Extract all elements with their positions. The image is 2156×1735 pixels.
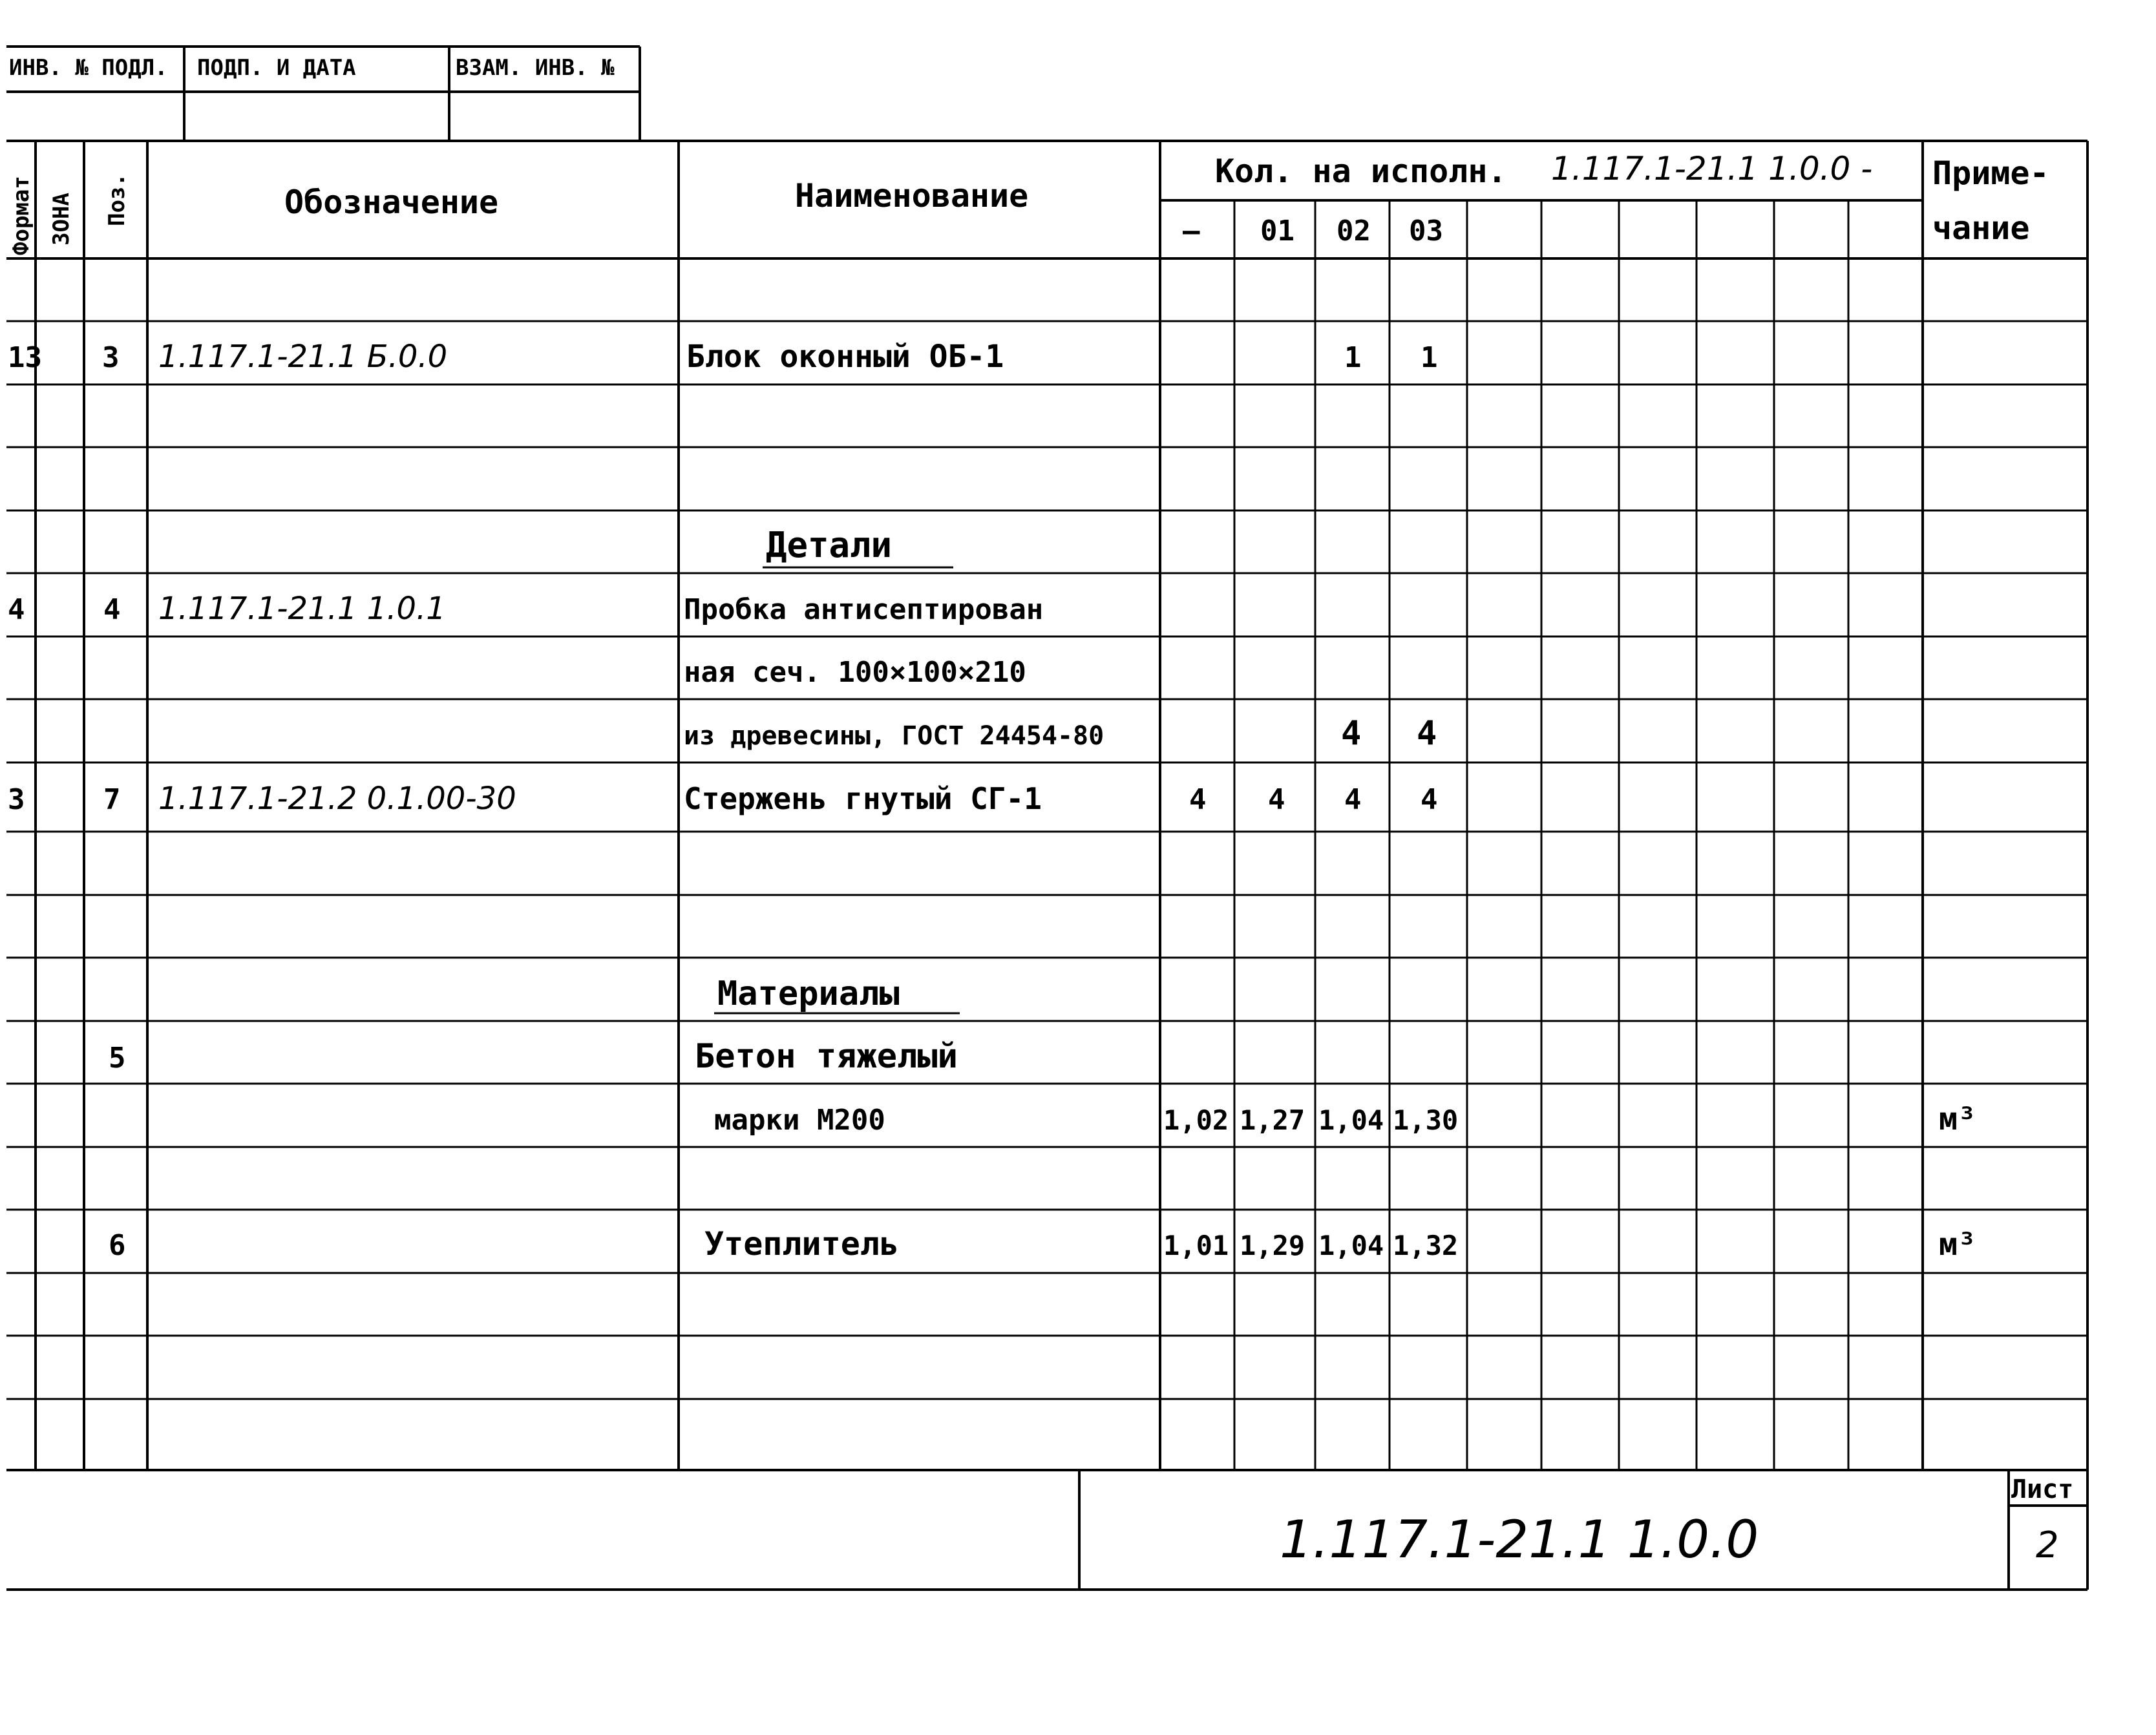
cell-qty-03: 1,32 (1393, 1230, 1459, 1261)
table-row (8, 339, 1438, 375)
stamp-sign-label: ПОДП. И ДАТА (197, 55, 356, 81)
cell-qty-01: 1,29 (1240, 1230, 1305, 1261)
cell-qty-02: 4 (1341, 714, 1362, 753)
cell-name: Бетон тяжелый (695, 1037, 958, 1076)
cell-qty-0: 4 (1189, 783, 1207, 816)
sheet-label: Лист (2011, 1475, 2074, 1504)
table-header (8, 150, 2049, 255)
table-row (8, 591, 1437, 753)
cell-pos: 4 (103, 593, 121, 626)
cell-pos: 3 (102, 341, 120, 374)
cell-format: 3 (8, 783, 25, 816)
cell-qty-02: 1 (1344, 341, 1362, 374)
cell-qty-03: 1,30 (1393, 1104, 1459, 1136)
header-variant: 03 (1409, 215, 1443, 247)
cell-format: 13 (8, 341, 42, 374)
cell-qty-03: 1 (1421, 341, 1438, 374)
cell-designation: 1.117.1-21.1 Б.0.0 (158, 339, 448, 375)
cell-name: Пробка антисептирован (684, 593, 1044, 626)
cell-name: марки М200 (714, 1104, 885, 1137)
cell-name: из древесины, ГОСТ 24454-80 (684, 721, 1104, 751)
cell-qty-02: 4 (1344, 783, 1362, 816)
stamp-swap-label: ВЗАМ. ИНВ. № (456, 55, 615, 81)
header-variant: — (1183, 215, 1200, 247)
header-zone: ЗОНА (48, 193, 74, 246)
section-materials-title: Материалы (717, 974, 900, 1013)
section-materials (714, 974, 960, 1013)
header-note-1: Приме- (1932, 154, 2049, 192)
cell-qty-01: 4 (1268, 783, 1285, 816)
header-name: Наименование (795, 177, 1029, 215)
doc-code: 1.117.1-21.1 1.0.0 (1280, 1509, 1759, 1570)
inventory-stamp (6, 47, 640, 141)
header-pos: Поз. (104, 173, 130, 226)
title-block (6, 1470, 2087, 1590)
header-designation: Обозначение (284, 184, 499, 221)
cell-qty-0: 1,02 (1163, 1104, 1229, 1136)
cell-name: ная сеч. 100×100×210 (684, 656, 1026, 689)
cell-name: Утеплитель (704, 1225, 900, 1263)
cell-name: Блок оконный ОБ-1 (686, 339, 1004, 375)
header-variant: 02 (1337, 215, 1371, 247)
cell-designation: 1.117.1-21.2 0.1.00-30 (158, 781, 516, 817)
header-format: Формат (8, 176, 34, 255)
cell-qty-02: 1,04 (1318, 1230, 1384, 1261)
cell-qty-03: 4 (1421, 783, 1438, 816)
cell-designation: 1.117.1-21.1 1.0.1 (158, 591, 446, 627)
section-details-title: Детали (766, 525, 893, 565)
cell-qty-0: 1,01 (1163, 1230, 1229, 1261)
cell-format: 4 (8, 593, 25, 626)
cell-note: м³ (1939, 1101, 1976, 1137)
header-variant: 01 (1260, 215, 1295, 247)
cell-qty-02: 1,04 (1318, 1104, 1384, 1136)
cell-pos: 5 (109, 1042, 126, 1075)
cell-qty-01: 1,27 (1240, 1104, 1305, 1136)
cell-name: Стержень гнутый СГ-1 (684, 781, 1042, 816)
sheet-number: 2 (2036, 1524, 2059, 1566)
section-details (763, 525, 953, 567)
stamp-inv-label: ИНВ. № ПОДЛ. (9, 55, 168, 81)
header-qty-ref: 1.117.1-21.1 1.0.0 - (1551, 150, 1873, 187)
cell-note: м³ (1939, 1226, 1976, 1263)
table-row (8, 781, 1438, 817)
header-qty-title: Кол. на испoлн. (1215, 152, 1507, 190)
cell-pos: 7 (103, 783, 121, 816)
cell-pos: 6 (109, 1229, 126, 1262)
cell-qty-03: 4 (1417, 714, 1437, 753)
header-note-2: чание (1932, 209, 2030, 247)
